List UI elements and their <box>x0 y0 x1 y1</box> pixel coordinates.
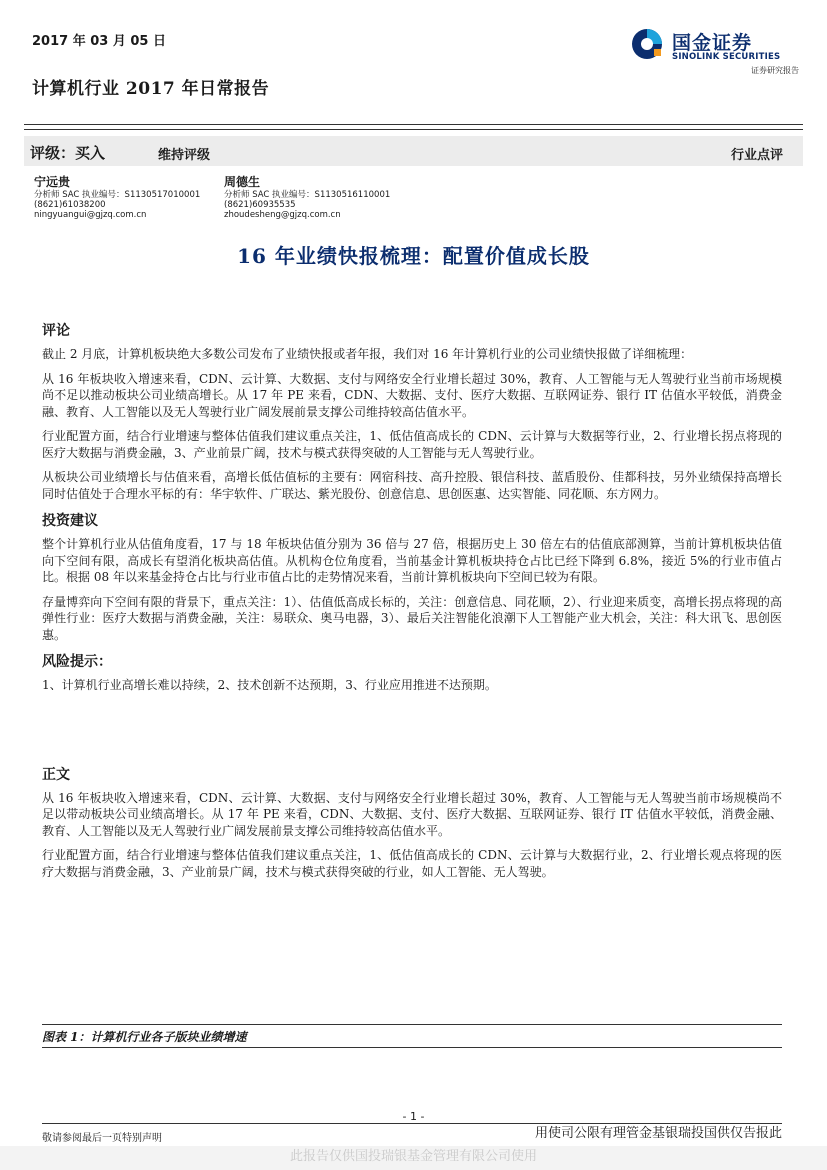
logo-text-cn: 国金证券 <box>672 32 753 54</box>
headline: 16 年业绩快报梳理：配置价值成长股 <box>237 244 590 268</box>
analyst-card <box>224 175 390 220</box>
section-title-comment: 评论 <box>42 323 70 339</box>
section-title-risk: 风险提示： <box>42 654 112 670</box>
paragraph: 整个计算机行业从估值角度看，17 与 18 年板块估值分别为 36 倍与 27 倍，根据历史上 30 倍左右的估值底部测算，当前计算机板块估值向下空间有限，高成长有望消化板块高估值。从机构仓位角度看，当前基金计算机板块持仓占比已经下降到 6.8%，接近 5%的行业市值占比。根据 08 年以来基金持仓占比与行业市值占比的走势情况来看，当前计算机板块向下空间已较为有限。 <box>42 537 782 584</box>
analyst-name: 宁远贵 <box>34 175 71 189</box>
report-title: 计算机行业 2017 年日常报告 <box>32 79 270 99</box>
footer-notice: 用使司公限有理管金基银瑞投国供仅告报此 <box>534 1126 782 1141</box>
paragraph: 从板块公司业绩增长与估值来看，高增长低估值标的主要有：网宿科技、高升控股、银信科技、蓝盾股份、佳都科技，另外业绩保持高增长同时估值处于合理水平标的有：华宇软件、广联达、紫光股份、创意信息、思创医惠、达实智能、同花顺、东方网力。 <box>42 470 782 501</box>
sinolink-logo-icon <box>630 27 664 61</box>
page-number: - 1 - <box>402 1110 425 1123</box>
section-title-invest: 投资建议 <box>42 513 98 529</box>
paragraph: 存量博弈向下空间有限的背景下，重点关注：1）、估值低高成长标的，关注：创意信息、同花顺，2）、行业迎来质变，高增长拐点将现的高弹性行业：医疗大数据与消费金融，关注：易联众、奥马电器，3）、最后关注智能化浪潮下人工智能产业大机会，关注：科大讯飞、思创医惠。 <box>42 594 782 642</box>
sinolink-logo <box>630 25 800 77</box>
rating-label: 评级：买入 <box>30 144 106 162</box>
logo-subtitle: 证券研究报告 <box>751 66 799 75</box>
rating-maintain: 维持评级 <box>158 148 211 163</box>
watermark: 此报告仅供国投瑞银基金管理有限公司使用 <box>0 1146 827 1170</box>
figure-divider-bottom <box>42 1047 782 1048</box>
figure-caption: 图表 1：计算机行业各子版块业绩增速 <box>42 1030 247 1044</box>
analyst-email[interactable]: zhoudesheng@gjzq.com.cn <box>224 210 341 220</box>
paragraph: 行业配置方面，结合行业增速与整体估值我们建议重点关注，1、低估值高成长的 CDN、云计算与大数据等行业，2、行业增长拐点将现的医疗大数据与消费金融，3、产业前景广阔，技术与模式获得突破的人工智能与无人驾驶行业。 <box>42 429 782 460</box>
report-body <box>42 320 782 888</box>
analyst-sac: 分析师 SAC 执业编号：S1130517010001 <box>34 190 201 200</box>
report-category: 行业点评 <box>730 148 783 163</box>
analyst-phone: (8621)61038200 <box>34 200 106 210</box>
header-divider <box>24 124 803 130</box>
section-title-body: 正文 <box>42 766 70 783</box>
analyst-name: 周德生 <box>224 175 261 189</box>
analyst-sac: 分析师 SAC 执业编号：S1130516110001 <box>224 190 391 200</box>
analyst-phone: (8621)60935535 <box>224 200 296 210</box>
rating-bar <box>24 136 803 166</box>
paragraph: 从 16 年板块收入增速来看，CDN、云计算、大数据、支付与网络安全行业增长超过 30%，教育、人工智能与无人驾驶行业当前市场规模尚不足以推动板块公司业绩高增长。从 17 年 PE 来看，CDN、大数据、支付、医疗大数据、互联网证券、银行 IT 估值水平较低，消费金融、教育、人工智能以及无人驾驶行业广阔发展前景支撑公司维持较高估值水平。 <box>42 371 782 419</box>
report-date: 2017 年 03 月 05 日 <box>32 34 166 49</box>
paragraph: 截止 2 月底，计算机板块绝大多数公司发布了业绩快报或者年报，我们对 16 年计算机行业的公司业绩快报做了详细梳理： <box>42 347 693 361</box>
paragraph: 行业配置方面，结合行业增速与整体估值我们建议重点关注，1、低估值高成长的 CDN、云计算与大数据行业，2、行业增长观点将现的医疗大数据与消费金融，3、产业前景广阔，技术与模式获得突破的行业，如人工智能、无人驾驶。 <box>42 848 782 879</box>
paragraph: 1、计算机行业高增长难以持续，2、技术创新不达预期，3、行业应用推进不达预期。 <box>42 678 497 692</box>
analyst-email[interactable]: ningyuangui@gjzq.com.cn <box>34 210 147 220</box>
footer-disclaimer: 敬请参阅最后一页特别声明 <box>42 1133 162 1144</box>
paragraph: 从 16 年板块收入增速来看，CDN、云计算、大数据、支付与网络安全行业增长超过 30%，教育、人工智能与无人驾驶当前市场规模尚不足以带动板块公司业绩高增长。从 17 年 PE 来看，CDN、大数据、支付、医疗大数据、互联网证券、银行 IT 估值水平较低，消费金融、教育、人工智能以及无人驾驶行业广阔发展前景支撑公司维持较高估值水平。 <box>42 790 782 838</box>
logo-text-en: SINOLINK SECURITIES <box>672 52 781 62</box>
analyst-card <box>34 175 200 220</box>
figure-divider-top <box>42 1024 782 1025</box>
